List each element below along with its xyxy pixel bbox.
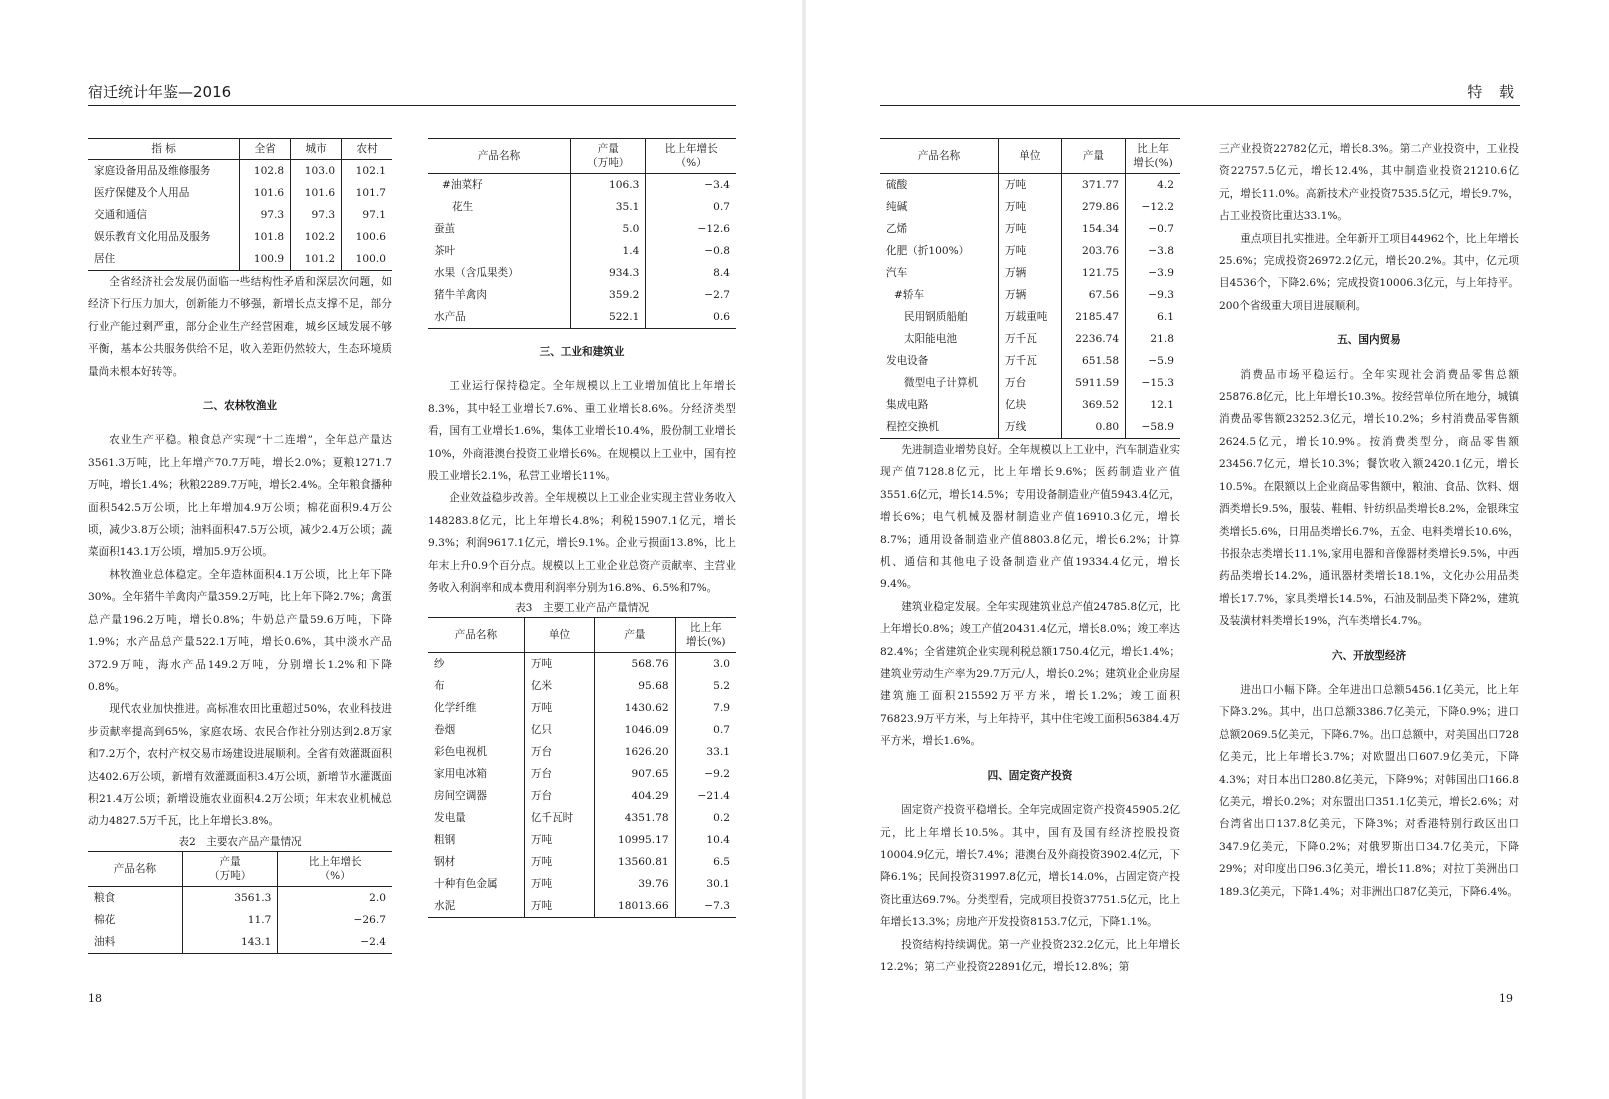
table-cell: 95.68	[595, 675, 676, 697]
table-header: 单位	[999, 139, 1062, 174]
table-row	[880, 262, 1180, 284]
paragraph-key-projects: 重点项目扎实推进。全年新开工项目44962个，比上年增长25.6%；完成投资26972.2亿元，增长20.2%。其中，亿元项目4536个，下降2.6%；完成投资10006.3亿元，与上年持平。200个省级重大项目进展顺利。	[1219, 232, 1519, 312]
table-cell: 0.80	[1061, 416, 1125, 439]
table-cell: 硫酸	[886, 179, 908, 191]
section-title-agriculture: 二、农林牧渔业	[202, 400, 278, 413]
table-row	[428, 218, 736, 240]
table-cell: 143.1	[182, 931, 277, 954]
table-header: 比上年增长 （%）	[278, 851, 392, 886]
table3-industrial-output	[428, 617, 736, 918]
table-row	[88, 931, 392, 954]
table-cell: 集成电路	[886, 399, 929, 411]
table-cell: 154.34	[1061, 218, 1125, 240]
table-cell: 8.4	[646, 262, 736, 284]
table-cell: 11.7	[182, 909, 277, 931]
right-page-column-1	[880, 138, 1180, 978]
table-cell: 97.1	[342, 204, 392, 226]
table-cell: 568.76	[595, 653, 676, 676]
table-row	[428, 895, 736, 918]
paragraph-problems: 全省经济社会发展仍面临一些结构性矛盾和深层次问题，如经济下行压力加大，创新能力不够强，新增长点支撑不足，部分行业产能过剩严重，部分企业生产经营困难，城乡区域发展不够平衡，基本公共服务供给不足，收入差距仍然较大，生态环境质量尚未根本好转等。	[88, 276, 392, 378]
paragraph-enterprise-benefits: 企业效益稳步改善。全年规模以上工业企业实现主营业务收入148283.8亿元，比上年增长4.8%；利税15907.1亿元，增长9.3%；利润9617.1亿元，增长9.1%。企业亏损面13.8%，比上年末上升0.9个百分点。规模以上工业企业总资产贡献率、主营业务收入利润率和成本费用利润率分别为16.8%、6.5%和7%。	[428, 492, 736, 595]
table-cell: 10.4	[675, 829, 736, 851]
table-row	[880, 372, 1180, 394]
table-cell: −3.8	[1126, 240, 1180, 262]
table-cell: 纱	[434, 658, 445, 671]
paragraph-investment-structure-continued: 三产业投资22782亿元，增长8.3%。第二产业投资中，工业投资22757.5亿元，增长12.4%，其中制造业投资21210.6亿元，增长11.0%。高新技术产业投资7535.5亿元，增长9.7%，占工业投资比重达33.1%。	[1219, 143, 1519, 223]
table-cell: 6.1	[1126, 306, 1180, 328]
table-cell: 18013.66	[595, 895, 676, 918]
price-index-table-body	[88, 160, 392, 271]
paragraph-consumer-market: 消费品市场平稳运行。全年实现社会消费品零售总额25876.8亿元，比上年增长10.3%。按经营单位所在地分，城镇消费品零售额23252.3亿元，增长10.2%；乡村消费品零售额2624.5亿元，增长10.9%。按消费类型分，商品零售额23456.7亿元，增长10.3%；餐饮收入额2420.1亿元，增长10.5%。在限额以上企业商品零售额中，粮油、食品、饮料、烟酒类增长9.5%，服装、鞋帽、针纺织品类增长8.2%，金银珠宝类增长5.6%，日用品类增长6.7%，五金、电料类增长10.6%，书报杂志类增长11.1%,家用电器和音像器材类增长9.5%，中西药品类增长14.2%，通讯器材类增长18.1%，文化办公用品类增长17.7%，家具类增长14.5%，石油及制品类下降2%，建筑及装潢材料类增长19%，汽车类增长4.7%。	[1219, 368, 1519, 628]
table-cell: 乙烯	[886, 223, 908, 235]
section-title-domestic-trade: 五、国内贸易	[1337, 334, 1401, 347]
table-cell: 万吨	[524, 851, 594, 873]
table-cell: 万台	[999, 372, 1062, 394]
table-row	[428, 873, 736, 895]
section-title-investment: 四、固定资产投资	[987, 769, 1073, 782]
table-row	[880, 174, 1180, 197]
running-header-left: 宿迁统计年鉴—2016	[88, 82, 736, 106]
table-row	[428, 807, 736, 829]
table-header: 全省	[240, 139, 291, 160]
table-row	[428, 653, 736, 676]
table-cell: 100.6	[342, 226, 392, 248]
table-row	[880, 218, 1180, 240]
table-header: 产量 （万吨）	[571, 139, 646, 174]
table-cell: 万吨	[524, 653, 594, 676]
table-row	[88, 204, 392, 226]
table-cell: 0.2	[675, 807, 736, 829]
table-row	[428, 785, 736, 807]
table-cell: 97.3	[240, 204, 291, 226]
table-cell: 汽车	[886, 267, 908, 279]
paragraph-investment-growth: 固定资产投资平稳增长。全年完成固定资产投资45905.2亿元，比上年增长10.5%。其中，国有及国有经济控股投资10004.9亿元，增长7.4%；港澳台及外商投资3902.4亿元，下降6.1%；民间投资31997.8亿元，增长14.0%，占固定资产投资比重达69.7%。分类型看，完成项目投资37751.5亿元，比上年增长13.3%；房地产开发投资8153.7亿元，下降1.1%。	[880, 804, 1180, 929]
section-title-industry: 三、工业和建筑业	[539, 346, 625, 358]
table-cell: 5.2	[675, 675, 736, 697]
table-cell: 1626.20	[595, 741, 676, 763]
table-cell: 油料	[94, 935, 116, 948]
table-cell: 2185.47	[1061, 306, 1125, 328]
paragraph-investment-structure: 投资结构持续调优。第一产业投资232.2亿元，比上年增长12.2%；第二产业投资22891亿元，增长12.8%；第	[880, 938, 1180, 973]
table-cell: 花生	[452, 201, 474, 213]
paragraph-construction: 建筑业稳定发展。全年实现建筑业总产值24785.8亿元，比上年增长0.8%；竣工产值20431.4亿元，增长8.0%；竣工率达82.4%；全省建筑企业实现利税总额1750.4亿元，增长1.4%；建筑业劳动生产率为29.7万元/人，增长0.2%；建筑业企业房屋建筑施工面积215592万平方米，增长1.2%；竣工面积76823.9万平方米，与上年持平，其中住宅竣工面积56384.4万平方米，增长1.6%。	[880, 600, 1180, 748]
table-cell: 522.1	[571, 306, 646, 329]
table-cell: 5911.59	[1061, 372, 1125, 394]
table-cell: 万吨	[524, 895, 594, 918]
left-page-column-1	[88, 138, 392, 954]
table-cell: 民用钢质船舶	[904, 311, 968, 323]
table-cell: 亿块	[999, 394, 1062, 416]
table-cell: 亿只	[524, 719, 594, 741]
table-header: 比上年 增长(%)	[675, 618, 736, 653]
table-cell: 67.56	[1061, 284, 1125, 306]
table-row	[428, 262, 736, 284]
table-cell: 水产品	[434, 311, 466, 323]
table-cell: #轿车	[894, 289, 925, 301]
table-row	[428, 851, 736, 873]
table3-body	[428, 653, 736, 918]
table-cell: 5.0	[571, 218, 646, 240]
table-cell: 103.0	[291, 160, 342, 183]
table-row	[880, 240, 1180, 262]
table-cell: 万台	[524, 763, 594, 785]
table-cell: 粗钢	[434, 834, 456, 847]
table-row	[428, 763, 736, 785]
table-cell: 1046.09	[595, 719, 676, 741]
table-row	[428, 697, 736, 719]
table-cell: 3561.3	[182, 886, 277, 909]
table-cell: 居住	[94, 253, 116, 265]
table-header: 产量	[595, 618, 676, 653]
table-cell: 0.7	[675, 719, 736, 741]
table-cell: 35.1	[571, 196, 646, 218]
table-header: 农村	[342, 139, 392, 160]
table-row	[88, 160, 392, 183]
table-cell: 0.6	[646, 306, 736, 329]
table-cell: 万辆	[999, 262, 1062, 284]
table-row	[428, 306, 736, 329]
table-cell: 102.2	[291, 226, 342, 248]
table-cell: 21.8	[1126, 328, 1180, 350]
table-cell: 12.1	[1126, 394, 1180, 416]
table-cell: 359.2	[571, 284, 646, 306]
table-cell: 十种有色金属	[434, 878, 498, 891]
table-header: 指 标	[88, 139, 240, 160]
table-cell: 1.4	[571, 240, 646, 262]
table-cell: 100.0	[342, 248, 392, 271]
table-cell: 交通和通信	[94, 209, 147, 221]
table-header: 产量	[1061, 139, 1125, 174]
table-cell: −12.6	[646, 218, 736, 240]
paragraph-import-export: 进出口小幅下降。全年进出口总额5456.1亿美元，比上年下降3.2%。其中，出口总额3386.7亿美元，下降0.9%；进口总额2069.5亿美元，下降6.7%。出口总额中，对美国出口728亿美元，比上年增长3.7%；对欧盟出口607.9亿美元，下降4.3%；对日本出口280.8亿美元，下降9%；对韩国出口166.8亿美元，增长0.2%；对东盟出口351.1亿美元，增长2.6%；对台湾省出口137.8亿美元，下降3%；对香港特别行政区出口347.9亿美元，下降0.2%；对俄罗斯出口34.7亿美元，下降29%；对印度出口96.3亿美元，增长11.8%；对拉丁美洲出口189.3亿美元，下降1.4%；对非洲出口87亿美元，下降6.4%。	[1219, 683, 1519, 898]
paragraph-industry-operation: 工业运行保持稳定。全年规模以上工业增加值比上年增长8.3%，其中轻工业增长7.6%、重工业增长8.6%。分经济类型看，国有工业增长1.6%，集体工业增长10.4%，股份制工业增长10%，外商港澳台投资工业增长6%。在规模以上工业中，国有控股工业增长2.1%，私营工业增长11%。	[428, 380, 736, 483]
table-header: 单位	[524, 618, 594, 653]
table-cell: 万吨	[999, 240, 1062, 262]
table-row	[880, 328, 1180, 350]
table-row	[880, 416, 1180, 439]
table-cell: 医疗保健及个人用品	[94, 187, 190, 199]
table-cell: 30.1	[675, 873, 736, 895]
table-cell: −2.7	[646, 284, 736, 306]
table-cell: 0.7	[646, 196, 736, 218]
table-cell: 1430.62	[595, 697, 676, 719]
table-cell: −26.7	[278, 909, 392, 931]
page-number-left: 18	[88, 992, 102, 1005]
table-cell: 房间空调器	[434, 790, 487, 803]
table-cell: 101.2	[291, 248, 342, 271]
table-cell: 化肥（折100%）	[886, 245, 970, 257]
table-cell: 发电量	[434, 812, 466, 825]
table-row	[88, 182, 392, 204]
table-cell: 程控交换机	[886, 421, 939, 433]
table-cell: 369.52	[1061, 394, 1125, 416]
table-cell: 家用电冰箱	[434, 768, 487, 781]
table-cell: 亿米	[524, 675, 594, 697]
table-cell: 万台	[524, 741, 594, 763]
table-row	[88, 886, 392, 909]
table-header: 城市	[291, 139, 342, 160]
table-cell: 太阳能电池	[904, 333, 957, 345]
table-header: 产品名称	[428, 139, 571, 174]
table-cell: −9.2	[675, 763, 736, 785]
table-cell: 203.76	[1061, 240, 1125, 262]
table-cell: 4.2	[1126, 174, 1180, 197]
table-header: 产品名称	[428, 618, 524, 653]
table-cell: 微型电子计算机	[904, 377, 979, 389]
table-cell: 万线	[999, 416, 1062, 439]
table-header: 产品名称	[880, 139, 999, 174]
table-cell: 万吨	[524, 873, 594, 895]
left-page	[0, 0, 804, 1099]
table-cell: 化学纤维	[434, 702, 477, 715]
table-cell: 39.76	[595, 873, 676, 895]
table-cell: −5.9	[1126, 350, 1180, 372]
table3-continued-body	[880, 174, 1180, 439]
table-cell: 万千瓦	[999, 328, 1062, 350]
right-page	[805, 0, 1609, 1099]
table-cell: −3.9	[1126, 262, 1180, 284]
table-cell: −21.4	[675, 785, 736, 807]
table-cell: 布	[434, 680, 445, 693]
table-cell: −58.9	[1126, 416, 1180, 439]
table-row	[428, 741, 736, 763]
paragraph-advanced-manufacturing: 先进制造业增势良好。全年规模以上工业中，汽车制造业实现产值7128.8亿元，比上年增长9.6%；医药制造业产值3551.6亿元，增长14.5%；专用设备制造业产值5943.4亿元，增长6%；电气机械及器材制造业产值16910.3亿元，增长8.7%；通用设备制造业产值8803.8亿元，增长6.2%；计算机、通信和其他电子设备制造业产值19334.4亿元，增长9.4%。	[880, 444, 1180, 591]
table-row	[880, 306, 1180, 328]
table-cell: 纯碱	[886, 201, 908, 213]
table-cell: 404.29	[595, 785, 676, 807]
table-cell: 101.6	[240, 182, 291, 204]
paragraph-modern-agriculture: 现代农业加快推进。高标准农田比重超过50%，农业科技进步贡献率提高到65%，家庭农场、农民合作社分别达到2.8万家和7.2万个，农村产权交易市场建设进展顺利。全省有效灌溉面积达402.6万公顷，新增有效灌溉面积3.4万公顷，新增节水灌溉面积21.4万公顷；新增设施农业面积4.2万公顷；年末农业机械总动力4827.5万千瓦，比上年增长3.8%。	[88, 703, 392, 828]
table-cell: 2236.74	[1061, 328, 1125, 350]
table-cell: −15.3	[1126, 372, 1180, 394]
table-cell: 蚕茧	[434, 223, 456, 235]
table-header: 比上年增长 （%）	[646, 139, 736, 174]
table-row	[428, 196, 736, 218]
table-cell: 371.77	[1061, 174, 1125, 197]
price-index-table	[88, 138, 392, 271]
table-cell: −0.7	[1126, 218, 1180, 240]
table-header: 比上年 增长(%)	[1126, 139, 1180, 174]
table-cell: 121.75	[1061, 262, 1125, 284]
table-cell: 棉花	[94, 913, 116, 926]
section-title-open-economy: 六、开放型经济	[1331, 649, 1407, 662]
table-cell: 907.65	[595, 763, 676, 785]
table-row	[428, 719, 736, 741]
table3-caption: 表3 主要工业产品产量情况	[515, 602, 649, 615]
table-cell: 彩色电视机	[434, 746, 487, 759]
table-cell: 娱乐教育文化用品及服务	[94, 231, 211, 243]
table-cell: 100.9	[240, 248, 291, 271]
table-cell: 10995.17	[595, 829, 676, 851]
table-cell: −0.8	[646, 240, 736, 262]
table-cell: −2.4	[278, 931, 392, 954]
table-cell: 家庭设备用品及维修服务	[94, 165, 211, 177]
table-cell: 101.7	[342, 182, 392, 204]
table-cell: 万吨	[999, 196, 1062, 218]
table-row	[880, 196, 1180, 218]
table-cell: 万吨	[524, 697, 594, 719]
table-row	[88, 226, 392, 248]
table-cell: 万吨	[999, 218, 1062, 240]
table-cell: 万台	[524, 785, 594, 807]
table-header: 产量 （万吨）	[182, 851, 277, 886]
table-cell: 97.3	[291, 204, 342, 226]
table-cell: 发电设备	[886, 355, 929, 367]
table-row	[88, 909, 392, 931]
right-page-column-2	[1219, 138, 1519, 903]
table-cell: 水泥	[434, 900, 456, 913]
table-cell: 猪牛羊禽肉	[434, 289, 487, 301]
table-cell: 651.58	[1061, 350, 1125, 372]
table-cell: 万载重吨	[999, 306, 1062, 328]
table-cell: −7.3	[675, 895, 736, 918]
paragraph-agriculture-production: 农业生产平稳。粮食总产实现“十二连增”，全年总产量达3561.3万吨，比上年增产70.7万吨，增长2.0%；夏粮1271.7万吨，增长1.4%；秋粮2289.7万吨，增长2.4%。全年粮食播种面积542.5万公顷，比上年增加4.9万公顷；棉花面积9.4万公顷，减少3.8万公顷；油料面积47.5万公顷，减少2.4万公顷；蔬菜面积143.1万公顷，增加5.9万公顷。	[88, 434, 392, 559]
paragraph-forestry-fishery: 林牧渔业总体稳定。全年造林面积4.1万公顷，比上年下降30%。全年猪牛羊禽肉产量359.2万吨，比上年下降2.7%；禽蛋总产量196.2万吨，增长0.8%；牛奶总产量59.6万吨，下降1.9%；水产品总产量522.1万吨，增长0.6%，其中淡水产品372.9万吨，海水产品149.2万吨，分别增长1.2%和下降0.8%。	[88, 568, 392, 693]
table-cell: 934.3	[571, 262, 646, 284]
table-cell: 106.3	[571, 174, 646, 197]
table-cell: 万吨	[524, 829, 594, 851]
table-cell: 万辆	[999, 284, 1062, 306]
table-row	[88, 248, 392, 271]
table2-continued-body	[428, 174, 736, 329]
table-cell: 7.9	[675, 697, 736, 719]
table2-body	[88, 886, 392, 953]
table-header: 产品名称	[88, 851, 182, 886]
table-cell: 13560.81	[595, 851, 676, 873]
table-cell: 101.8	[240, 226, 291, 248]
table2-caption: 表2 主要农产品产量情况	[178, 835, 302, 848]
table-cell: −9.3	[1126, 284, 1180, 306]
table-cell: 万吨	[999, 174, 1062, 197]
table-cell: 茶叶	[434, 245, 456, 257]
table-cell: 4351.78	[595, 807, 676, 829]
table-cell: 亿千瓦时	[524, 807, 594, 829]
table-row	[428, 174, 736, 197]
table-cell: 33.1	[675, 741, 736, 763]
table3-continued	[880, 138, 1180, 439]
page-number-right: 19	[1499, 992, 1513, 1005]
table-cell: 水果（含瓜果类）	[434, 267, 519, 279]
running-header-right: 特 载	[880, 82, 1520, 106]
table-cell: 6.5	[675, 851, 736, 873]
table-cell: −12.2	[1126, 196, 1180, 218]
table-cell: 101.6	[291, 182, 342, 204]
table-cell: 3.0	[675, 653, 736, 676]
table-cell: −3.4	[646, 174, 736, 197]
table-row	[880, 284, 1180, 306]
table2-continued	[428, 138, 736, 329]
table2-agricultural-output	[88, 851, 392, 954]
table-row	[428, 284, 736, 306]
table-row	[880, 350, 1180, 372]
table-row	[428, 240, 736, 262]
table-row	[428, 675, 736, 697]
table-cell: 卷烟	[434, 724, 456, 737]
table-cell: 102.1	[342, 160, 392, 183]
table-cell: 2.0	[278, 886, 392, 909]
table-cell: 万千瓦	[999, 350, 1062, 372]
table-cell: 粮食	[94, 891, 116, 904]
table-row	[880, 394, 1180, 416]
table-cell: 钢材	[434, 856, 456, 869]
table-cell: 102.8	[240, 160, 291, 183]
left-page-column-2	[428, 138, 736, 918]
table-cell: 279.86	[1061, 196, 1125, 218]
table-row	[428, 829, 736, 851]
table-cell: #油菜籽	[442, 179, 483, 191]
